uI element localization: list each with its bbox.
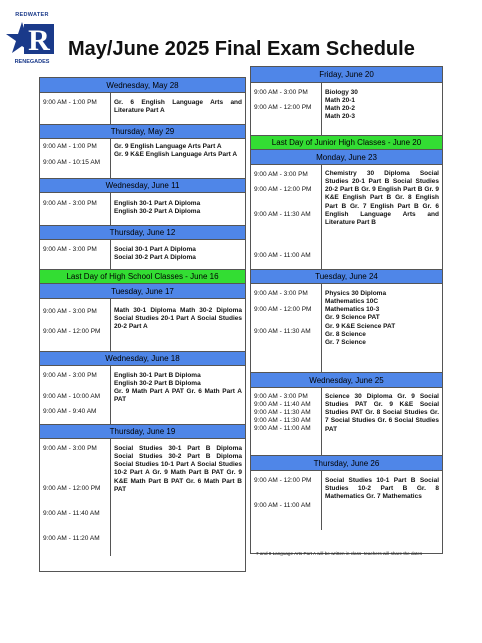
- exam-section: [40, 366, 245, 424]
- day-header: Thursday, May 29: [40, 124, 245, 139]
- logo-top-text: REDWATER: [15, 12, 49, 18]
- exam-time: 9:00 AM - 3:00 PM: [254, 290, 308, 297]
- exam-section: [40, 193, 245, 225]
- exam-time: 9:00 AM - 11:20 AM: [43, 535, 100, 542]
- exam-subjects: English 30-1 Part A Diploma English 30-2 Part A Diploma: [114, 200, 201, 216]
- exam-section: [40, 93, 245, 124]
- exam-time: 9:00 AM - 10:15 AM: [43, 159, 101, 166]
- exam-time: 9:00 AM - 1:00 PM: [43, 99, 97, 106]
- exam-time: 9:00 AM - 3:00 PM: [254, 171, 308, 178]
- logo-letter: R: [28, 24, 50, 57]
- exam-section: [251, 471, 442, 530]
- last-day-banner: Last Day of High School Classes - June 16: [40, 269, 245, 284]
- exam-time: 9:00 AM - 3:00 PM: [43, 445, 97, 452]
- exam-time: 9:00 AM - 11:40 AM: [254, 401, 311, 408]
- page-title: May/June 2025 Final Exam Schedule: [68, 38, 415, 60]
- exam-subjects: Gr. 9 English Language Arts Part A Gr. 9 K&E English Language Arts Part A: [114, 143, 238, 159]
- exam-time: 9:00 AM - 9:40 AM: [43, 408, 97, 415]
- logo-bottom-text: RENEGADES: [14, 59, 50, 65]
- day-header: Monday, June 23: [251, 150, 442, 165]
- day-header: Tuesday, June 17: [40, 284, 245, 299]
- exam-section: [40, 299, 245, 351]
- exam-time: 9:00 AM - 3:00 PM: [43, 246, 97, 253]
- day-header: Thursday, June 26: [251, 455, 442, 471]
- star-logo-icon: [6, 18, 58, 60]
- exam-time: 9:00 AM - 12:00 PM: [254, 306, 312, 313]
- exam-subjects: Social Studies 10-1 Part B Social Studies 10-2 Part B Gr. 8 Mathematics Gr. 7 Mathematics: [325, 477, 439, 501]
- exam-subjects: Math 30-1 Diploma Math 30-2 Diploma Social Studies 20-1 Part A Social Studies 20-2 Part A: [114, 307, 242, 331]
- exam-time: 9:00 AM - 11:00 AM: [254, 252, 311, 259]
- exam-time: 9:00 AM - 12:00 PM: [254, 477, 312, 484]
- last-day-banner: Last Day of Junior High Classes - June 20: [251, 135, 442, 150]
- exam-section: [40, 240, 245, 269]
- exam-subjects: Biology 30 Math 20-1 Math 20-2 Math 20-3: [325, 89, 358, 121]
- exam-time: 9:00 AM - 1:00 PM: [43, 143, 97, 150]
- exam-time: 9:00 AM - 3:00 PM: [43, 308, 97, 315]
- exam-time: 9:00 AM - 11:30 AM: [254, 417, 311, 424]
- exam-time: 9:00 AM - 11:30 AM: [254, 409, 311, 416]
- day-header: Wednesday, June 11: [40, 178, 245, 193]
- exam-time: 9:00 AM - 11:00 AM: [254, 425, 311, 432]
- exam-section: [251, 165, 442, 269]
- exam-subjects: Social 30-1 Part A Diploma Social 30-2 Part A Diploma: [114, 246, 196, 262]
- day-header: Friday, June 20: [251, 67, 442, 83]
- day-header: Wednesday, June 25: [251, 372, 442, 388]
- exam-time: 9:00 AM - 3:00 PM: [254, 393, 308, 400]
- exam-subjects: Social Studies 30-1 Part B Diploma Social Studies 30-2 Part B Diploma Social Studies 10-1 Part A Social Studies 10-2 Part A Gr. 9 Math Part B PAT Gr. 9 K&E Math Part B PAT Gr. 6 Math Part B PAT: [114, 445, 242, 493]
- right-schedule-column: [250, 66, 443, 554]
- exam-section: [251, 388, 442, 455]
- exam-time: 9:00 AM - 12:00 PM: [43, 485, 101, 492]
- day-header: Wednesday, June 18: [40, 351, 245, 366]
- exam-time: 9:00 AM - 3:00 PM: [254, 89, 308, 96]
- exam-subjects: Chemistry 30 Diploma Social Studies 20-1 Part B Social Studies 20-2 Part B Gr. 9 English Part B Gr. 9 K&E English Part B Gr. 8 English Part B Gr. 7 English Part B Gr. 6 English Language Arts and Literature Part B: [325, 170, 439, 226]
- day-header: Thursday, June 12: [40, 225, 245, 240]
- exam-time: 9:00 AM - 11:30 AM: [254, 211, 311, 218]
- exam-section: [251, 83, 442, 135]
- exam-time: 9:00 AM - 3:00 PM: [43, 200, 97, 207]
- footnote: 7 and 8 Language Arts Part A will be written in class- teachers will share the dates: [256, 551, 423, 556]
- exam-time: 9:00 AM - 11:30 AM: [254, 328, 311, 335]
- exam-subjects: English 30-1 Part B Diploma English 30-2 Part B Diploma Gr. 9 Math Part A PAT Gr. 6 Math Part A PAT: [114, 372, 242, 404]
- exam-time: 9:00 AM - 12:00 PM: [43, 328, 101, 335]
- school-logo: [4, 12, 60, 68]
- exam-time: 9:00 AM - 11:40 AM: [43, 510, 100, 517]
- exam-time: 9:00 AM - 12:00 PM: [254, 104, 312, 111]
- exam-subjects: Gr. 6 English Language Arts and Literature Part A: [114, 99, 242, 115]
- day-header: Thursday, June 19: [40, 424, 245, 439]
- exam-time: 9:00 AM - 10:00 AM: [43, 393, 101, 400]
- exam-time: 9:00 AM - 11:00 AM: [254, 502, 311, 509]
- exam-time: 9:00 AM - 12:00 PM: [254, 186, 312, 193]
- exam-section: [40, 139, 245, 178]
- exam-subjects: Science 30 Diploma Gr. 9 Social Studies PAT Gr. 9 K&E Social Studies PAT Gr. 8 Social Studies Gr. 7 Social Studies Gr. 6 Social Studies PAT: [325, 393, 439, 433]
- exam-section: [40, 439, 245, 556]
- day-header: Tuesday, June 24: [251, 269, 442, 284]
- left-schedule-column: [39, 77, 246, 572]
- day-header: Wednesday, May 28: [40, 78, 245, 93]
- exam-subjects: Physics 30 Diploma Mathematics 10C Mathematics 10-3 Gr. 9 Science PAT Gr. 9 K&E Science PAT Gr. 8 Science Gr. 7 Science: [325, 290, 396, 346]
- exam-section: [251, 284, 442, 372]
- exam-time: 9:00 AM - 3:00 PM: [43, 372, 97, 379]
